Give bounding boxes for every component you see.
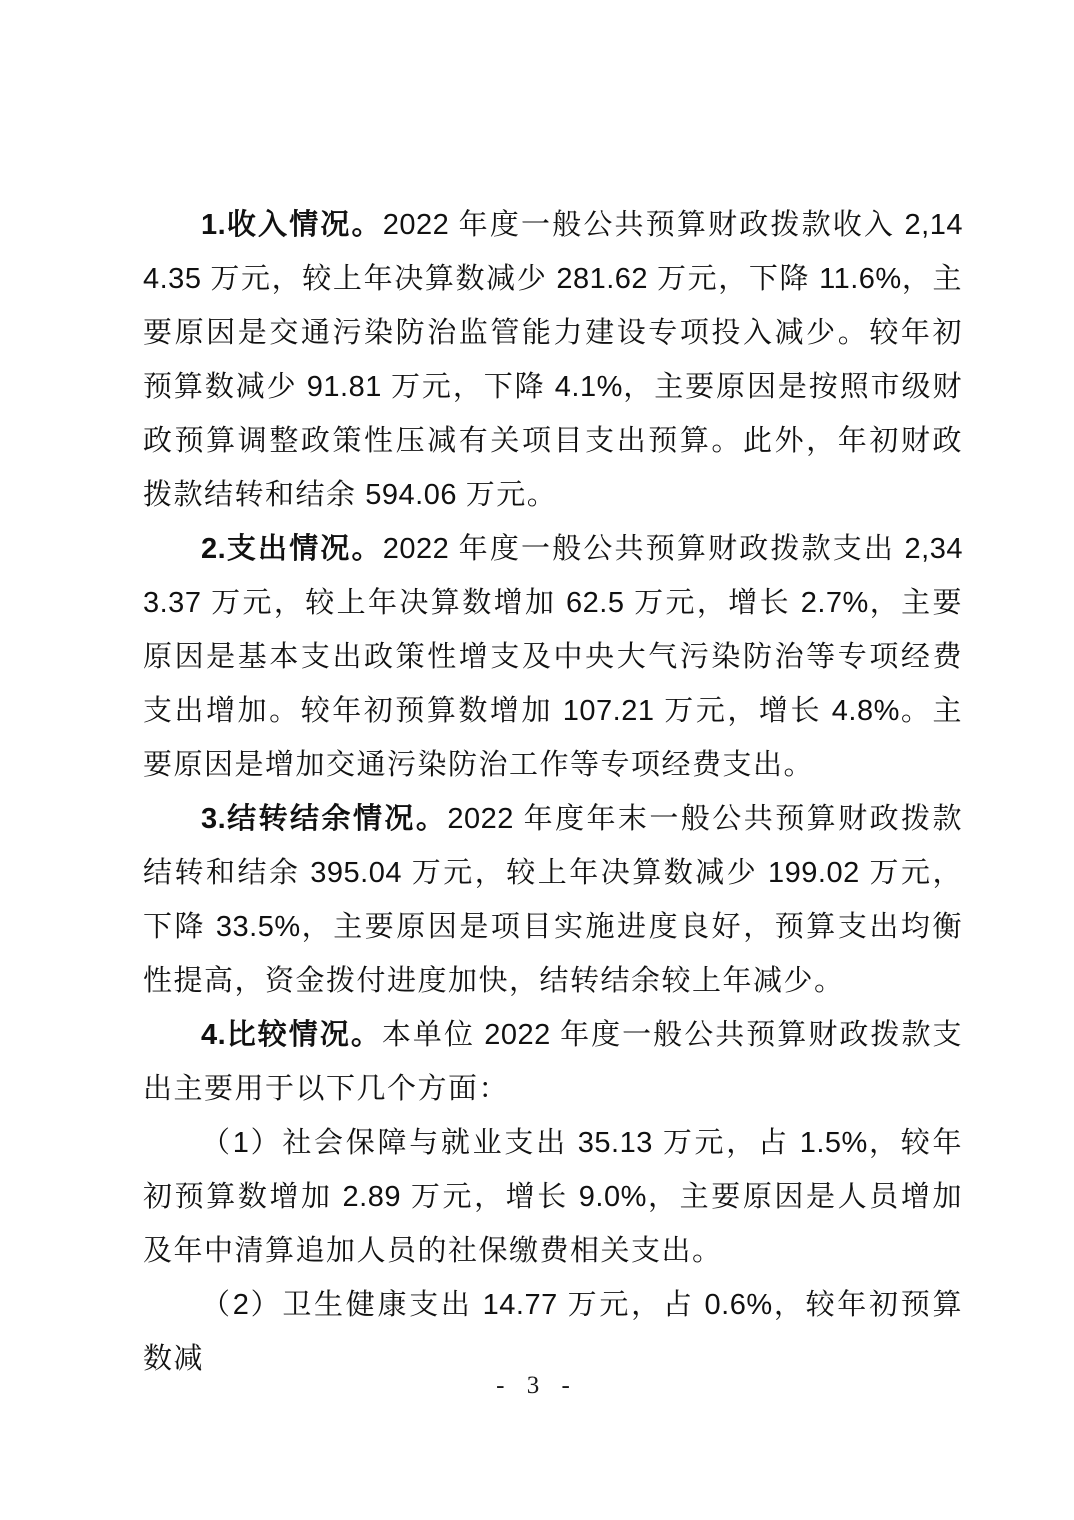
numeric-value: 281.62 [556, 263, 649, 295]
paragraph-text-run: 2022 年度一般公共预算财政拨款收入 2,144.35 万元，较上年决算数减少 281.62 万元，下降 11.6%，主要原因是交通污染防治监管能力建设专项投入减少。较年初预算数减少 91.81 万元，下降 4.1%，主要原因是按照市级财政预算调整政策性压减有关项目支出预算。此外，年初财政拨款结转和结余 594.06 万元。 [143, 209, 963, 511]
numeric-value: 1.5% [799, 1127, 868, 1159]
paragraph-heading-run: 3.结转结余情况。 [201, 803, 448, 835]
paragraph-text-run: （2）卫生健康支出 14.77 万元，占 0.6%，较年初预算数减 [143, 1289, 963, 1375]
numeric-value: 4.1% [554, 371, 623, 403]
numeric-value: 2,343.37 [143, 533, 963, 619]
paragraph-heading-run: 1.收入情况。 [201, 209, 383, 241]
numeric-value: 1. [201, 209, 227, 241]
numeric-value: 2022 [484, 1019, 551, 1051]
numeric-value: 2.89 [342, 1181, 401, 1213]
paragraph-text-run: 2022 年度年末一般公共预算财政拨款结转和结余 395.04 万元，较上年决算数减少 199.02 万元，下降 33.5%，主要原因是项目实施进度良好，预算支出均衡性提高，资金拨付进度加快，结转结余较上年减少。 [143, 803, 963, 997]
numeric-value: 4. [201, 1019, 227, 1051]
document-body [143, 198, 963, 1386]
paragraph [143, 792, 963, 1008]
numeric-value: 395.04 [310, 857, 402, 889]
paragraph [143, 1008, 963, 1116]
paragraph-text-run: 本单位 2022 年度一般公共预算财政拨款支出主要用于以下几个方面： [143, 1019, 963, 1105]
numeric-value: 35.13 [577, 1127, 653, 1159]
numeric-value: 2.7% [800, 587, 869, 619]
numeric-value: 9.0% [578, 1181, 647, 1213]
numeric-value: 2022 [447, 803, 514, 835]
numeric-value: 3. [201, 803, 227, 835]
paragraph [143, 198, 963, 522]
numeric-value: 2022 [382, 533, 450, 565]
paragraph-heading-run: 4.比较情况。 [201, 1019, 382, 1051]
paragraph-text-run: （1）社会保障与就业支出 35.13 万元，占 1.5%，较年初预算数增加 2.89 万元，增长 9.0%，主要原因是人员增加及年中清算追加人员的社保缴费相关支出。 [143, 1127, 963, 1267]
numeric-value: 33.5% [215, 911, 301, 943]
paragraph [143, 522, 963, 792]
numeric-value: 0.6% [704, 1289, 773, 1321]
paragraph [143, 1116, 963, 1278]
numeric-value: 62.5 [566, 587, 625, 619]
numeric-value: 2. [201, 533, 227, 565]
paragraph-heading-run: 2.支出情况。 [201, 533, 383, 565]
numeric-value: 2022 [382, 209, 450, 241]
numeric-value: 594.06 [365, 479, 457, 511]
numeric-value: 107.21 [562, 695, 655, 727]
numeric-value: 91.81 [306, 371, 382, 403]
numeric-value: 11.6% [819, 263, 902, 295]
page-footer [0, 1368, 1074, 1404]
numeric-value: 199.02 [768, 857, 860, 889]
numeric-value: 14.77 [482, 1289, 558, 1321]
numeric-value: 2,144.35 [143, 209, 963, 295]
paragraph-text-run: 2022 年度一般公共预算财政拨款支出 2,343.37 万元，较上年决算数增加 62.5 万元，增长 2.7%，主要原因是基本支出政策性增支及中央大气污染防治等专项经费支出增加。较年初预算数增加 107.21 万元，增长 4.8%。主要原因是增加交通污染防治工作等专项经费支出。 [143, 533, 963, 781]
numeric-value: 1 [232, 1127, 250, 1159]
page-number: - 3 - [496, 1372, 578, 1399]
numeric-value: 2 [232, 1289, 250, 1321]
numeric-value: 4.8% [831, 695, 900, 727]
